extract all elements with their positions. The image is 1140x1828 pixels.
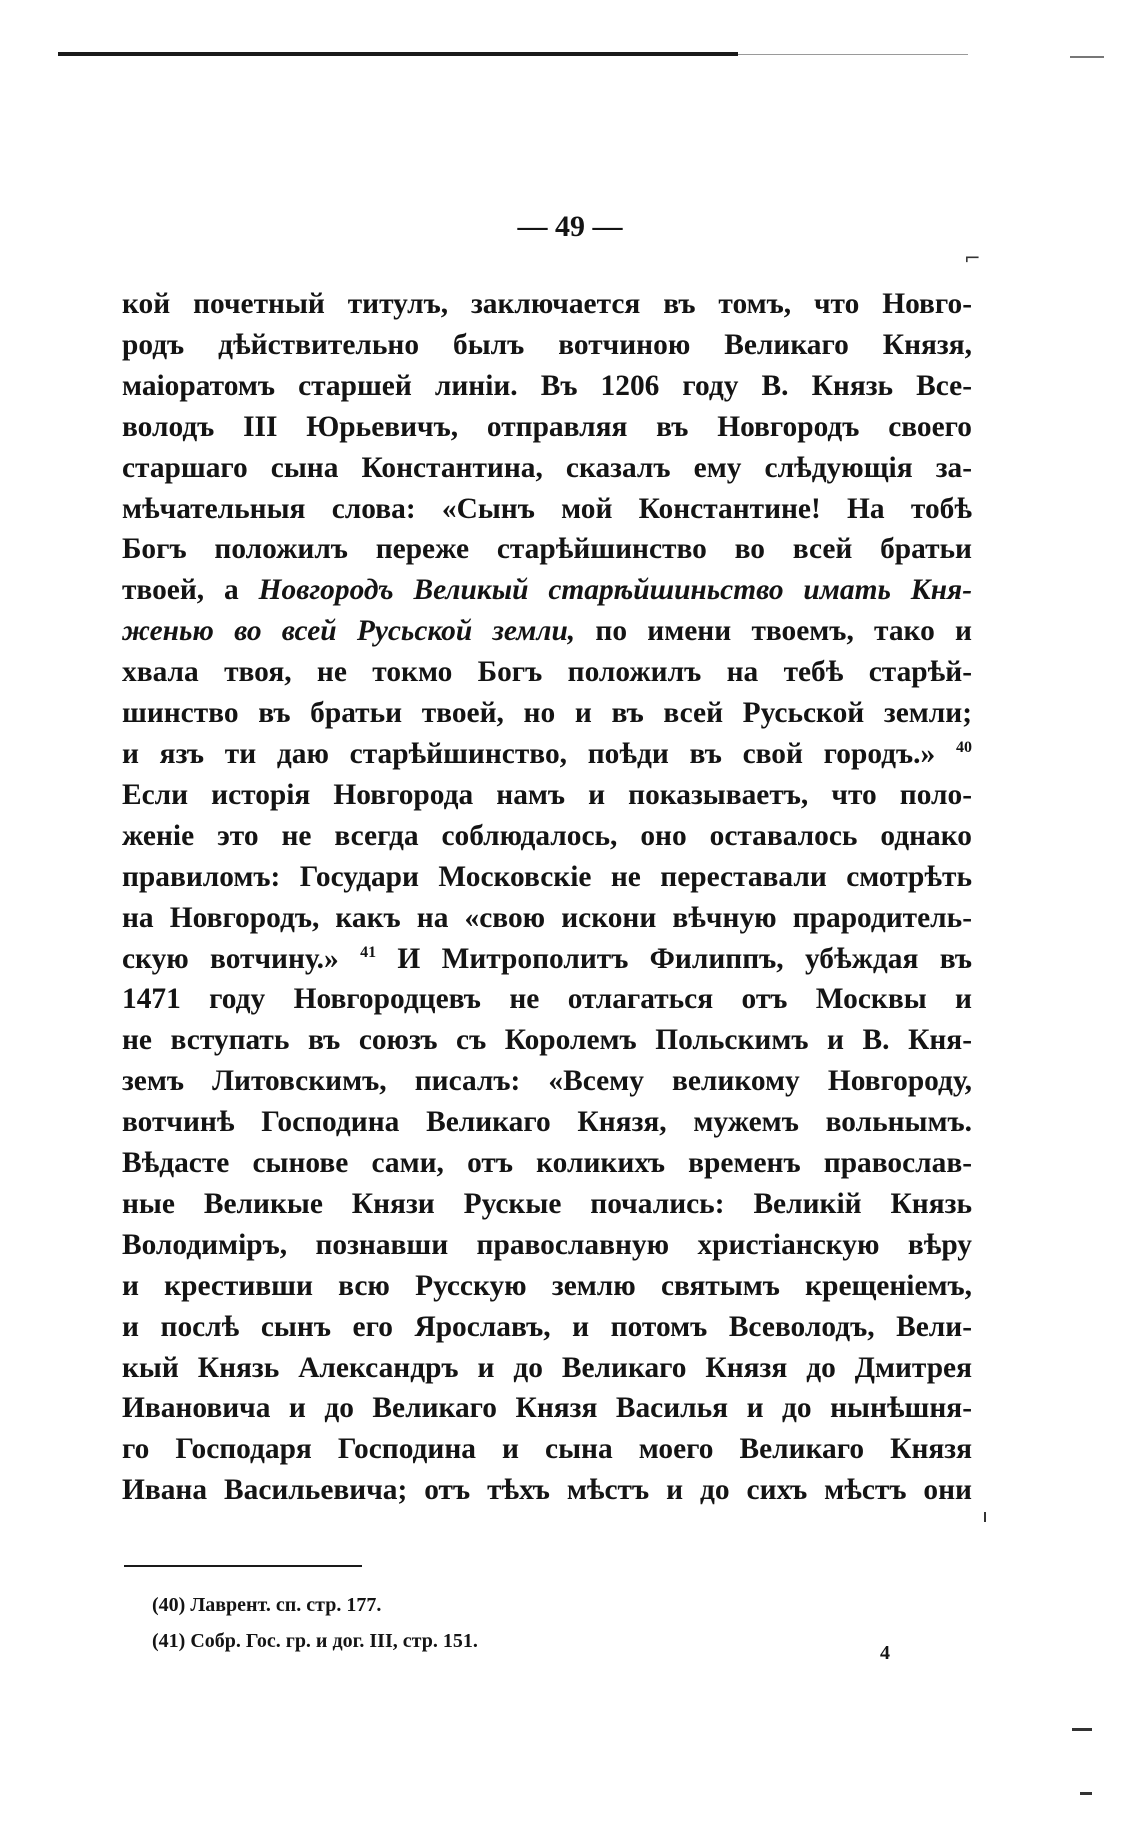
text-run: по имени твоемъ, тако и <box>575 615 972 648</box>
scan-speck <box>1072 1728 1092 1731</box>
text-line: и послѣ сынъ его Ярославъ, и потомъ Всеволодъ, Вели- <box>122 1310 972 1343</box>
text-line <box>122 570 972 611</box>
text-line <box>122 939 972 980</box>
text-line: земъ Литовскимъ, писалъ: «Всему великому Новгороду, <box>122 1065 972 1098</box>
text-line: вотчинѣ Господина Великаго Князя, мужемъ вольнымъ. <box>122 1106 972 1139</box>
text-line: Вѣдасте сынове сами, отъ коликихъ временъ православ- <box>122 1147 972 1180</box>
text-line: 1471 году Новгородцевъ не отлагаться отъ Москвы и <box>122 983 972 1016</box>
text-line <box>122 611 972 652</box>
text-line: Если исторія Новгорода намъ и показываетъ, что поло- <box>122 778 972 811</box>
text-line: хвала твоя, не токмо Богъ положилъ на тебѣ старѣй- <box>122 656 972 689</box>
footnote-rule <box>124 1565 362 1567</box>
text-line: володъ III Юрьевичъ, отправляя въ Новгородъ своего <box>122 410 972 443</box>
footnote-reference-40: 40 <box>955 739 972 757</box>
text-line: Ивана Васильевича; отъ тѣхъ мѣстъ и до сихъ мѣстъ они <box>122 1474 972 1507</box>
text-line: кый Князь Александръ и до Великаго Князя до Дмитрея <box>122 1351 972 1384</box>
footnote-reference-41: 41 <box>360 943 377 961</box>
footnote-40: (40) Лаврент. сп. стр. 177. <box>152 1594 382 1616</box>
text-line: Богъ положилъ переже старѣйшинство во всей братьи <box>122 533 972 566</box>
text-run: И Митрополитъ Филиппъ, убѣждая въ <box>376 942 972 975</box>
text-line: кой почетный титулъ, заключается въ томъ, что Новго- <box>122 288 972 320</box>
text-line: на Новгородъ, какъ на «свою искони вѣчную прародитель- <box>122 901 972 934</box>
text-line: Володиміръ, познавши православную христіанскую вѣру <box>122 1228 972 1261</box>
text-line: правиломъ: Государи Московскіе не переставали смотрѣть <box>122 860 972 893</box>
text-line <box>122 734 972 775</box>
footnotes <box>152 1587 478 1659</box>
text-line: родъ дѣйствительно былъ вотчиною Великаго Князя, <box>122 328 972 361</box>
text-line: и крестивши всю Русскую землю святымъ крещеніемъ, <box>122 1269 972 1302</box>
page-header <box>0 210 1140 244</box>
text-run: твоей, а <box>122 574 259 607</box>
italic-quote: Новгородъ Великый старѣйшиньство имать Кня- <box>258 574 972 607</box>
text-run: скую вотчину.» <box>122 942 339 975</box>
scan-speck <box>984 1512 986 1522</box>
italic-quote: женью во всей Русьской земли, <box>122 615 576 648</box>
text-run: и язъ ти даю старѣйшинство, поѣди въ свой городъ.» <box>122 737 936 770</box>
text-line: старшаго сына Константина, сказалъ ему слѣдующія за- <box>122 451 972 484</box>
scan-mark <box>1070 56 1104 58</box>
scan-speck <box>1080 1792 1092 1795</box>
text-line: маіоратомъ старшей линіи. Въ 1206 году В. Князь Все- <box>122 369 972 402</box>
footnote-41: (41) Собр. Гос. гр. и дог. III, стр. 151. <box>152 1630 478 1652</box>
text-line: шинство въ братьи твоей, но и въ всей Русьской земли; <box>122 697 972 730</box>
scan-edge-rule <box>58 52 738 56</box>
text-line: ные Великые Князи Рускые почались: Великій Князь <box>122 1187 972 1220</box>
scan-edge-rule-faint <box>738 54 968 55</box>
body-text <box>122 284 972 1511</box>
text-line: го Господаря Господина и сына моего Великаго Князя <box>122 1433 972 1466</box>
text-line: женіе это не всегда соблюдалось, оно оставалось однако <box>122 819 972 852</box>
page-number: — 49 — <box>517 210 623 243</box>
text-line: мѣчательныя слова: «Сынъ мой Константине! На тобѣ <box>122 492 972 525</box>
text-line: не вступать въ союзъ съ Королемъ Польскимъ и В. Кня- <box>122 1024 972 1057</box>
corner-mark: ⌐ <box>964 246 981 270</box>
signature-mark: 4 <box>880 1642 890 1664</box>
text-line: Ивановича и до Великаго Князя Василья и до нынѣшня- <box>122 1392 972 1425</box>
